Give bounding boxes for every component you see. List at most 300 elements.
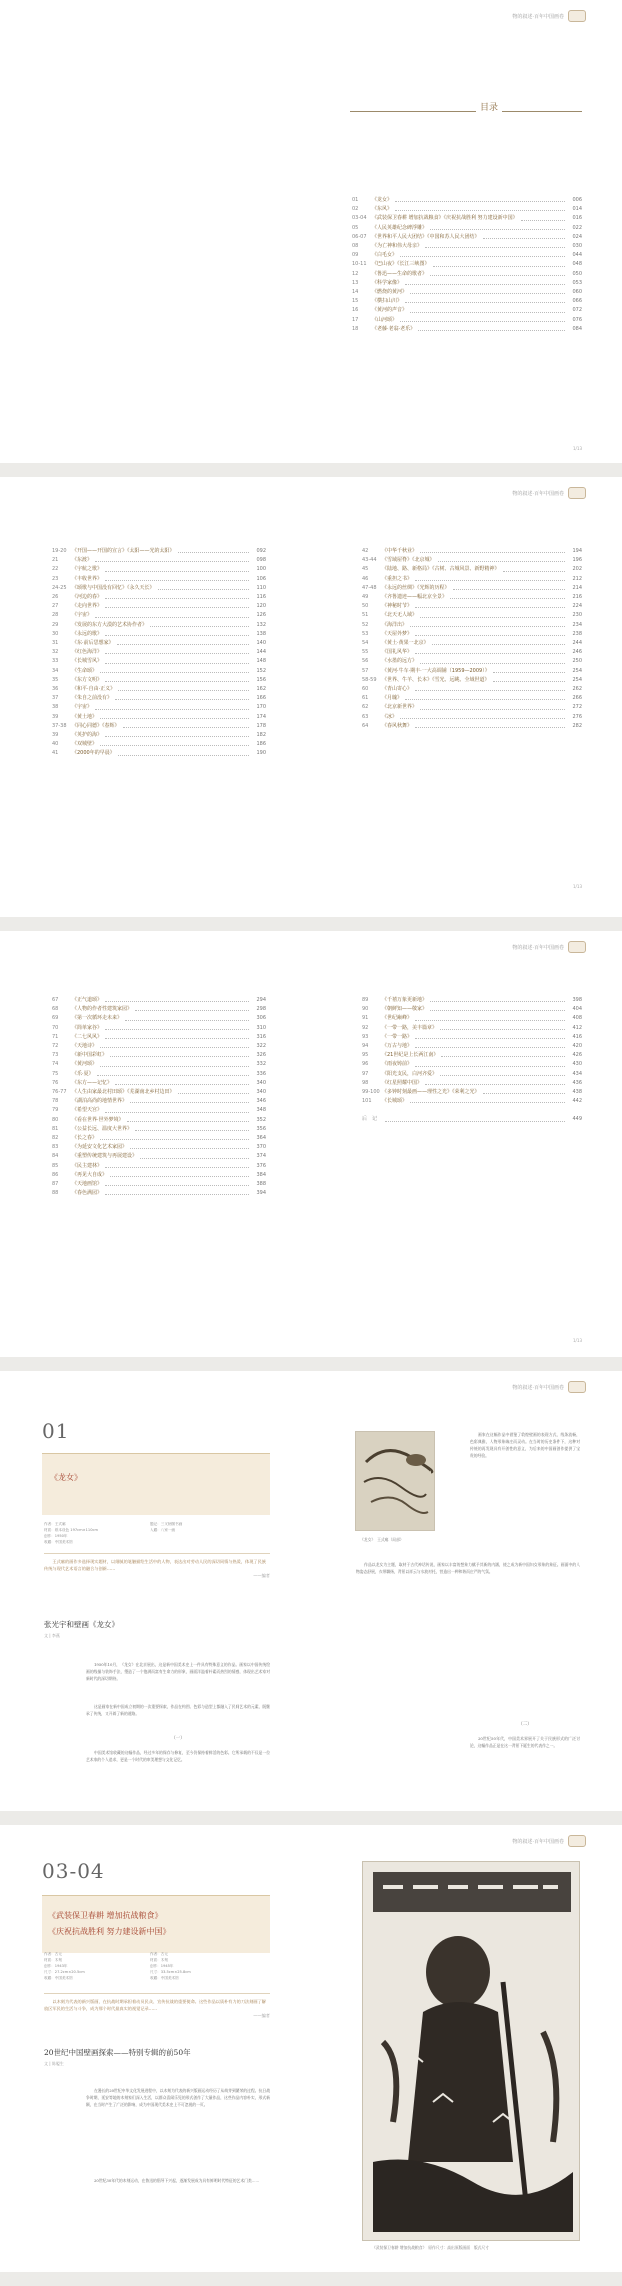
toc-entry[interactable] bbox=[362, 1088, 582, 1097]
meta-line: 作者：古元 bbox=[44, 1952, 62, 1956]
toc-leader bbox=[410, 288, 565, 294]
toc-leader bbox=[438, 556, 565, 562]
running-header bbox=[512, 487, 586, 499]
toc-entry-number: 78 bbox=[52, 1098, 59, 1105]
toc-entry-page: 098 bbox=[256, 557, 266, 564]
toc-entry-page: 066 bbox=[572, 298, 582, 305]
toc-entry-number: 12 bbox=[352, 270, 359, 277]
toc-entry-number: 90 bbox=[362, 1006, 369, 1013]
toc-entry[interactable] bbox=[362, 1005, 582, 1014]
toc-entry-page: 364 bbox=[256, 1135, 266, 1142]
toc-entry[interactable] bbox=[362, 1051, 582, 1060]
woodcut-print-icon bbox=[363, 1862, 580, 2241]
toc-entry[interactable] bbox=[52, 565, 266, 574]
toc-entry-page: 404 bbox=[572, 1006, 582, 1013]
section-marker: （一） bbox=[171, 1736, 185, 1741]
toc-entry[interactable] bbox=[52, 676, 266, 685]
toc-entry-number: 10-11 bbox=[352, 261, 367, 268]
toc-entry-title: 《中华千秋业》 bbox=[382, 548, 418, 554]
toc-entry[interactable] bbox=[362, 657, 582, 666]
toc-entry-number: 23 bbox=[52, 575, 59, 582]
toc-leader bbox=[425, 242, 565, 248]
toc-entry-number: 67 bbox=[52, 997, 59, 1003]
toc-entry[interactable] bbox=[352, 196, 582, 205]
toc-entry-number: 37 bbox=[52, 695, 59, 702]
toc-entry[interactable] bbox=[362, 703, 582, 712]
toc-entry[interactable] bbox=[52, 1171, 266, 1180]
page-footer: 1/13 bbox=[573, 446, 582, 451]
toc-entry[interactable] bbox=[362, 575, 582, 584]
artwork-caption: 《龙女》 王式廓（局部） bbox=[360, 1537, 404, 1542]
toc-entry[interactable] bbox=[52, 648, 266, 657]
toc-entry-title: 《万古与地》 bbox=[382, 1043, 413, 1050]
toc-leader bbox=[178, 1088, 249, 1094]
toc-entry-page: 076 bbox=[572, 316, 582, 323]
toc-entry[interactable] bbox=[352, 214, 582, 223]
toc-entry-number: 83 bbox=[52, 1144, 59, 1151]
toc-entry-page: 182 bbox=[256, 732, 266, 739]
toc-leader bbox=[100, 740, 249, 746]
toc-entry-page: 436 bbox=[572, 1079, 582, 1086]
toc-leader bbox=[105, 1162, 249, 1168]
toc-entry-number: 38 bbox=[52, 704, 59, 711]
toc-entry-page: 398 bbox=[572, 997, 582, 1003]
toc-entry-page: 306 bbox=[256, 1015, 266, 1022]
toc-entry-title: 《21世纪是上长两江南》 bbox=[382, 1052, 439, 1059]
toc-entry-page: 426 bbox=[572, 1052, 582, 1059]
toc-entry[interactable] bbox=[362, 1060, 582, 1069]
toc-entry-page: 092 bbox=[256, 548, 266, 554]
toc-entry[interactable] bbox=[52, 1180, 266, 1189]
toc-entry[interactable] bbox=[362, 630, 582, 639]
toc-entry-title: 《黄土·黄果一北京》 bbox=[382, 640, 429, 647]
toc-entry-title: 《春色满园》 bbox=[72, 1190, 103, 1197]
toc-entry[interactable] bbox=[352, 242, 582, 251]
toc-entry[interactable] bbox=[362, 584, 582, 593]
toc-entry[interactable] bbox=[362, 694, 582, 703]
toc-entry-title: 《世界、牛羊、长本》《雪光、远眺、全域世道》 bbox=[382, 676, 490, 683]
toc-leader bbox=[415, 630, 565, 636]
toc-entry-title: 《月魄》 bbox=[382, 695, 403, 702]
toc-entry-page: 326 bbox=[256, 1052, 266, 1059]
toc-entry[interactable] bbox=[52, 685, 266, 694]
toc-leader bbox=[110, 1051, 249, 1057]
toc-entry-page: 346 bbox=[256, 1098, 266, 1105]
toc-entry-title: 《希望天宫》 bbox=[72, 1107, 103, 1114]
toc-entry[interactable] bbox=[362, 602, 582, 611]
toc-entry-page: 434 bbox=[572, 1070, 582, 1077]
toc-leader bbox=[97, 1070, 249, 1076]
toc-leader bbox=[405, 279, 565, 285]
toc-entry-title: 《国礼风华》 bbox=[382, 649, 413, 656]
toc-entry[interactable] bbox=[352, 306, 582, 315]
toc-entry-page: 340 bbox=[256, 1089, 266, 1096]
toc-entry-page: 126 bbox=[256, 612, 266, 619]
entry-03-04-page bbox=[0, 1825, 622, 2272]
toc-entry-number: 88 bbox=[52, 1190, 59, 1197]
toc-entry[interactable] bbox=[52, 556, 266, 565]
toc-entry[interactable] bbox=[362, 667, 582, 676]
work-title: 《龙女》 bbox=[50, 1473, 82, 1482]
toc-leader bbox=[385, 1115, 565, 1121]
toc-leader bbox=[521, 214, 565, 220]
toc-entry-number: 09 bbox=[352, 252, 359, 259]
toc-entry-title: 《红星照耀中国》 bbox=[382, 1079, 423, 1086]
toc-entry[interactable] bbox=[52, 1033, 266, 1042]
toc-entry-title: 《2000年的早晨》 bbox=[72, 750, 115, 757]
editor-quote bbox=[44, 1553, 270, 1579]
article-paragraph: 1950年10月，《龙女》在北京展出，这是新中国美术史上一件具有特殊意义的作品。画家以中国传统绘画的线描与装饰手法，塑造了一个饱满而富有生命力的形象，画面洋溢着朴素而热烈的情感，体现出艺术家对新时代的深切期待。 bbox=[86, 1662, 270, 1681]
toc-entry-title: 《雨夜铸前》 bbox=[382, 1061, 413, 1068]
toc-entry-page: 156 bbox=[256, 676, 266, 683]
toc-entry-page: 352 bbox=[256, 1116, 266, 1123]
toc-entry[interactable] bbox=[52, 593, 266, 602]
toc-entry[interactable] bbox=[362, 722, 582, 731]
toc-entry-page: 030 bbox=[572, 243, 582, 250]
toc-leader bbox=[395, 205, 565, 211]
toc-entry[interactable] bbox=[52, 1097, 266, 1106]
toc-entry-page: 348 bbox=[256, 1107, 266, 1114]
toc-entry-title: 《双城壁》 bbox=[72, 741, 98, 748]
toc-entry-title: 《鲁迅——生命的歌者》 bbox=[372, 270, 428, 277]
toc-entry[interactable] bbox=[362, 547, 582, 556]
toc-entry[interactable] bbox=[362, 996, 582, 1005]
quote-text: 以木刻为代表的新兴版画，在抗战时期承担着动员民众、宣传抗战的重要使命。这些作品以质朴有力的刀法刻画了解放区军民的生活与斗争，成为那个时代最真实的视觉记录…… bbox=[44, 1999, 266, 2011]
toc-entry-title: 《东方文明》 bbox=[72, 676, 103, 683]
toc-entry-number: 47-48 bbox=[362, 584, 377, 591]
toc-leader bbox=[415, 685, 565, 691]
toc-entry[interactable] bbox=[362, 648, 582, 657]
toc-entry[interactable] bbox=[52, 1152, 266, 1161]
toc-entry[interactable] bbox=[52, 740, 266, 749]
article-paragraph: 20世纪30年代的木刻运动，在鲁迅的倡导下兴起，逐渐发展成为具有鲜明时代特征的艺术门类…… bbox=[94, 2178, 260, 2183]
toc-entry-page: 106 bbox=[256, 575, 266, 582]
toc-entry[interactable] bbox=[52, 657, 266, 666]
toc-entry-number: 54 bbox=[362, 640, 369, 647]
toc-leader bbox=[483, 1088, 565, 1094]
toc-entry-number: 41 bbox=[52, 750, 59, 757]
toc-entry-title: 《一带一路，美丰篇章》 bbox=[382, 1024, 438, 1031]
running-header bbox=[512, 1381, 586, 1393]
work-info-card bbox=[42, 1453, 270, 1515]
toc-leader bbox=[100, 713, 249, 719]
toc-entry[interactable] bbox=[52, 575, 266, 584]
toc-entry[interactable] bbox=[52, 1189, 266, 1198]
toc-title: 目录 bbox=[476, 100, 502, 113]
toc-entry-number: 26 bbox=[52, 594, 59, 601]
toc-leader bbox=[415, 602, 565, 608]
toc-entry-page: 310 bbox=[256, 1024, 266, 1031]
toc-leader bbox=[395, 196, 565, 202]
toc-entry-title: 《朝鲜知——敬家》 bbox=[382, 1006, 428, 1013]
toc-leader bbox=[130, 1097, 249, 1103]
toc-entry[interactable] bbox=[52, 1060, 266, 1069]
toc-entry-title: 《永远的歌》 bbox=[72, 630, 103, 637]
toc-entry-title: 《重塑传统建筑与再展建设》 bbox=[72, 1153, 138, 1160]
toc-leader bbox=[95, 611, 249, 617]
toc-entry[interactable] bbox=[352, 297, 582, 306]
toc-entry[interactable] bbox=[362, 1024, 582, 1033]
toc-leader bbox=[105, 602, 249, 608]
toc-entry-number: 40 bbox=[52, 741, 59, 748]
toc-entry[interactable] bbox=[52, 722, 266, 731]
toc-entry[interactable] bbox=[52, 584, 266, 593]
toc-entry[interactable] bbox=[362, 685, 582, 694]
toc-entry[interactable] bbox=[52, 1106, 266, 1115]
toc-leader bbox=[125, 1014, 249, 1020]
toc-leader bbox=[430, 996, 565, 1002]
toc-entry[interactable] bbox=[52, 713, 266, 722]
toc-entry-title: 《红色海洋》 bbox=[72, 649, 103, 656]
toc-entry-title: 《世界和平人民大团结》《中国和苏人民大团结》 bbox=[372, 233, 480, 240]
toc-entry[interactable] bbox=[362, 593, 582, 602]
toc-entry-number: 31 bbox=[52, 640, 59, 647]
toc-leader bbox=[100, 667, 249, 673]
toc-entry-page: 072 bbox=[572, 307, 582, 314]
toc-entry-page: 044 bbox=[572, 252, 582, 259]
toc-entry-page: 254 bbox=[572, 676, 582, 683]
toc-entry[interactable] bbox=[52, 621, 266, 630]
toc-entry-page: 014 bbox=[572, 206, 582, 213]
toc-entry-number: 93 bbox=[362, 1033, 369, 1040]
toc-entry[interactable] bbox=[362, 676, 582, 685]
toc-entry-title: 《一带一路》 bbox=[382, 1033, 413, 1040]
meta-line: 材质：木刻 bbox=[44, 1958, 62, 1962]
toc-entry[interactable] bbox=[362, 611, 582, 620]
toc-entry-title: 《老藤·老翁·老乐》 bbox=[372, 325, 416, 332]
toc-entry-title: 《天地画馆》 bbox=[72, 1181, 103, 1188]
article-paragraph: 20世纪50年代，中国美术界展开了关于民族形式的广泛讨论，这幅作品正是在这一背景下诞生的代表作之一。 bbox=[470, 1736, 580, 1748]
toc-entry-page: 238 bbox=[572, 630, 582, 637]
toc-list-right bbox=[362, 547, 582, 731]
toc-entry-number: 46 bbox=[362, 575, 369, 582]
toc-entry[interactable] bbox=[52, 731, 266, 740]
toc-entry[interactable] bbox=[52, 602, 266, 611]
toc-entry-page: 336 bbox=[256, 1070, 266, 1077]
toc-entry[interactable] bbox=[362, 639, 582, 648]
toc-entry[interactable] bbox=[52, 611, 266, 620]
toc-entry-number: 64 bbox=[362, 722, 369, 729]
toc-entry[interactable] bbox=[352, 205, 582, 214]
toc-entry[interactable] bbox=[52, 996, 266, 1005]
toc-leader bbox=[415, 575, 565, 581]
toc-entry-number: 30 bbox=[52, 630, 59, 637]
toc-entry-number: 28 bbox=[52, 612, 59, 619]
entry-01-page bbox=[0, 1371, 622, 1811]
toc-entry[interactable] bbox=[352, 251, 582, 260]
toc-entry[interactable] bbox=[362, 1042, 582, 1051]
toc-entry[interactable] bbox=[52, 639, 266, 648]
toc-entry-page: 332 bbox=[256, 1061, 266, 1068]
toc-leader bbox=[483, 233, 565, 239]
toc-entry-number: 35 bbox=[52, 676, 59, 683]
toc-entry[interactable] bbox=[352, 279, 582, 288]
toc-entry-number: 76 bbox=[52, 1079, 59, 1086]
meta-line: 尺寸：33.5cm×25.8cm bbox=[150, 1970, 191, 1974]
toc-entry[interactable] bbox=[352, 325, 582, 334]
toc-entry[interactable] bbox=[52, 1162, 266, 1171]
toc-entry[interactable] bbox=[52, 1042, 266, 1051]
toc-leader bbox=[418, 325, 565, 331]
toc-leader bbox=[415, 722, 565, 728]
toc-entry[interactable] bbox=[362, 556, 582, 565]
toc-leader bbox=[118, 749, 249, 755]
entry-number: 03-04 bbox=[42, 1859, 105, 1883]
toc-entry[interactable] bbox=[362, 565, 582, 574]
toc-entry-page: 084 bbox=[572, 325, 582, 332]
toc-entry[interactable] bbox=[52, 1125, 266, 1134]
toc-entry[interactable] bbox=[362, 621, 582, 630]
toc-leader bbox=[415, 648, 565, 654]
meta-line: 作者：古元 bbox=[150, 1952, 168, 1956]
toc-entry-number: 39 bbox=[52, 713, 59, 720]
article-paragraph: 作品以龙女为主题，取材于古代神话传说，画家以丰富的想象力赋予其新的内涵，使之成为新中国妇女形象的象征。画面中的人物姿态舒展，衣带飘扬，背景以祥云与水波衬托，营造出一种和谐而庄严的气氛。 bbox=[356, 1562, 580, 1574]
toc-entry-number: 49 bbox=[362, 594, 369, 601]
toc-entry[interactable] bbox=[52, 547, 266, 556]
toc-entry-number: 01 bbox=[352, 197, 359, 203]
woodcut-image bbox=[362, 1861, 580, 2241]
toc-entry[interactable] bbox=[352, 316, 582, 325]
toc-entry-number: 53 bbox=[362, 630, 369, 637]
toc-leader bbox=[405, 694, 565, 700]
toc-entry[interactable] bbox=[52, 630, 266, 639]
toc-entry[interactable] bbox=[52, 1134, 266, 1143]
toc-entry[interactable] bbox=[52, 1143, 266, 1152]
toc-entry-title: 《千禧万象更新地》 bbox=[382, 997, 428, 1003]
header-seal-icon bbox=[568, 1381, 586, 1393]
toc-entry-number: 36 bbox=[52, 686, 59, 693]
toc-entry[interactable] bbox=[52, 694, 266, 703]
toc-entry[interactable] bbox=[352, 233, 582, 242]
toc-entry[interactable] bbox=[352, 224, 582, 233]
work-meta-left bbox=[44, 1521, 98, 1545]
toc-entry-page: 196 bbox=[572, 557, 582, 564]
toc-entry[interactable] bbox=[352, 260, 582, 269]
toc-leader bbox=[410, 621, 565, 627]
toc-leader bbox=[105, 1033, 249, 1039]
toc-leader bbox=[150, 621, 249, 627]
toc-entry-number: 98 bbox=[362, 1079, 369, 1086]
toc-entry[interactable] bbox=[362, 713, 582, 722]
toc-entry-title: 《新中国彩虹》 bbox=[72, 1052, 108, 1059]
toc-entry-number: 02 bbox=[352, 206, 359, 213]
toc-entry[interactable] bbox=[52, 1051, 266, 1060]
toc-entry[interactable] bbox=[362, 1070, 582, 1079]
toc-entry-page: 190 bbox=[256, 750, 266, 757]
toc-entry-title: 《人物的作者性建筑家园》 bbox=[72, 1006, 133, 1013]
toc-entry-page: 212 bbox=[572, 575, 582, 582]
toc-entry-number: 82 bbox=[52, 1135, 59, 1142]
toc-entry[interactable] bbox=[352, 270, 582, 279]
toc-entry-page: 246 bbox=[572, 649, 582, 656]
toc-entry-title: 后 记 bbox=[362, 1116, 378, 1123]
toc-entry-number: 16 bbox=[352, 307, 359, 314]
toc-entry[interactable] bbox=[362, 1033, 582, 1042]
toc-entry[interactable] bbox=[362, 1097, 582, 1106]
toc-entry[interactable] bbox=[362, 1014, 582, 1023]
toc-entry[interactable] bbox=[52, 667, 266, 676]
toc-page-2 bbox=[0, 477, 622, 917]
toc-entry-number: 37-38 bbox=[52, 722, 67, 729]
toc-entry-title: 《神秘时节》 bbox=[382, 603, 413, 610]
toc-entry-number: 70 bbox=[52, 1024, 59, 1031]
toc-entry-page: 370 bbox=[256, 1144, 266, 1151]
toc-entry-number: 71 bbox=[52, 1033, 59, 1040]
toc-entry[interactable] bbox=[52, 1014, 266, 1023]
toc-entry[interactable] bbox=[352, 288, 582, 297]
article-title: 20世纪中国壁画探索——特别专辑的前50年 bbox=[44, 2048, 191, 2057]
toc-entry-page: 438 bbox=[572, 1089, 582, 1096]
toc-entry[interactable] bbox=[52, 749, 266, 758]
toc-entry[interactable] bbox=[52, 1088, 266, 1097]
toc-leader bbox=[105, 1189, 249, 1195]
header-seal-icon bbox=[568, 487, 586, 499]
toc-entry-page: 006 bbox=[572, 197, 582, 203]
toc-leader bbox=[100, 1042, 249, 1048]
toc-entry-number: 99-100 bbox=[362, 1089, 380, 1096]
toc-leader bbox=[415, 1042, 565, 1048]
toc-leader bbox=[440, 1070, 565, 1076]
toc-entry-page: 202 bbox=[572, 566, 582, 573]
toc-entry[interactable] bbox=[52, 1070, 266, 1079]
toc-leader bbox=[410, 306, 565, 312]
toc-entry-epilogue[interactable] bbox=[362, 1115, 582, 1124]
toc-entry-number: 32 bbox=[52, 649, 59, 656]
toc-entry-title: 《二七风风》 bbox=[72, 1033, 103, 1040]
toc-entry-page: 272 bbox=[572, 704, 582, 711]
toc-entry-title: 《白毛女》 bbox=[372, 252, 398, 259]
toc-leader bbox=[127, 1116, 249, 1122]
toc-entry[interactable] bbox=[52, 1005, 266, 1014]
article-paragraph: 画家在这幅作品中借鉴了敦煌壁画的表现方式，线条流畅，色彩典雅，人物形象端庄而灵动。在当时的历史条件下，这种对传统的再发现具有开创性的意义，为后来的中国画创作提供了宝贵的经验。 bbox=[470, 1432, 580, 1458]
work-title-1: 《武装保卫春耕 增加抗战粮食》 bbox=[48, 1911, 163, 1920]
toc-entry-number: 24-25 bbox=[52, 584, 67, 591]
toc-entry-page: 050 bbox=[572, 270, 582, 277]
toc-entry-number: 34 bbox=[52, 667, 59, 674]
toc-leader bbox=[105, 731, 249, 737]
toc-entry-page: 430 bbox=[572, 1061, 582, 1068]
toc-entry-number: 08 bbox=[352, 243, 359, 250]
toc-entry-title: 《人民英雄纪念碑浮雕》 bbox=[372, 224, 428, 231]
running-header-text: 物的叙述·百年中国画卷 bbox=[512, 13, 564, 20]
toc-entry[interactable] bbox=[52, 703, 266, 712]
running-header-text: 物的叙述·百年中国画卷 bbox=[512, 490, 564, 497]
toc-entry[interactable] bbox=[52, 1024, 266, 1033]
toc-entry-page: 420 bbox=[572, 1043, 582, 1050]
toc-leader bbox=[400, 251, 565, 257]
toc-leader bbox=[117, 639, 249, 645]
toc-leader bbox=[105, 648, 249, 654]
toc-entry-title: 《东渡》 bbox=[72, 557, 93, 564]
toc-entry[interactable] bbox=[362, 1079, 582, 1088]
toc-entry-title: 《发展的东方大漠的艺术协作者》 bbox=[72, 621, 148, 628]
toc-leader bbox=[430, 224, 565, 230]
toc-entry-title: 《长之春》 bbox=[72, 1135, 98, 1142]
work-meta-right bbox=[150, 1521, 182, 1533]
toc-leader bbox=[123, 722, 249, 728]
toc-leader bbox=[105, 1106, 249, 1112]
toc-entry-title: 《颂歌与中国没有回忆》《永久天长》 bbox=[72, 584, 155, 591]
toc-entry-page: 322 bbox=[256, 1043, 266, 1050]
toc-entry-page: 282 bbox=[572, 722, 582, 729]
toc-entry-page: 166 bbox=[256, 695, 266, 702]
header-seal-icon bbox=[568, 10, 586, 22]
toc-entry[interactable] bbox=[52, 1116, 266, 1125]
toc-entry[interactable] bbox=[52, 1079, 266, 1088]
toc-entry-number: 50 bbox=[362, 603, 369, 610]
toc-entry-title: 《横扫山川》 bbox=[372, 298, 403, 305]
toc-entry-number: 51 bbox=[362, 612, 369, 619]
